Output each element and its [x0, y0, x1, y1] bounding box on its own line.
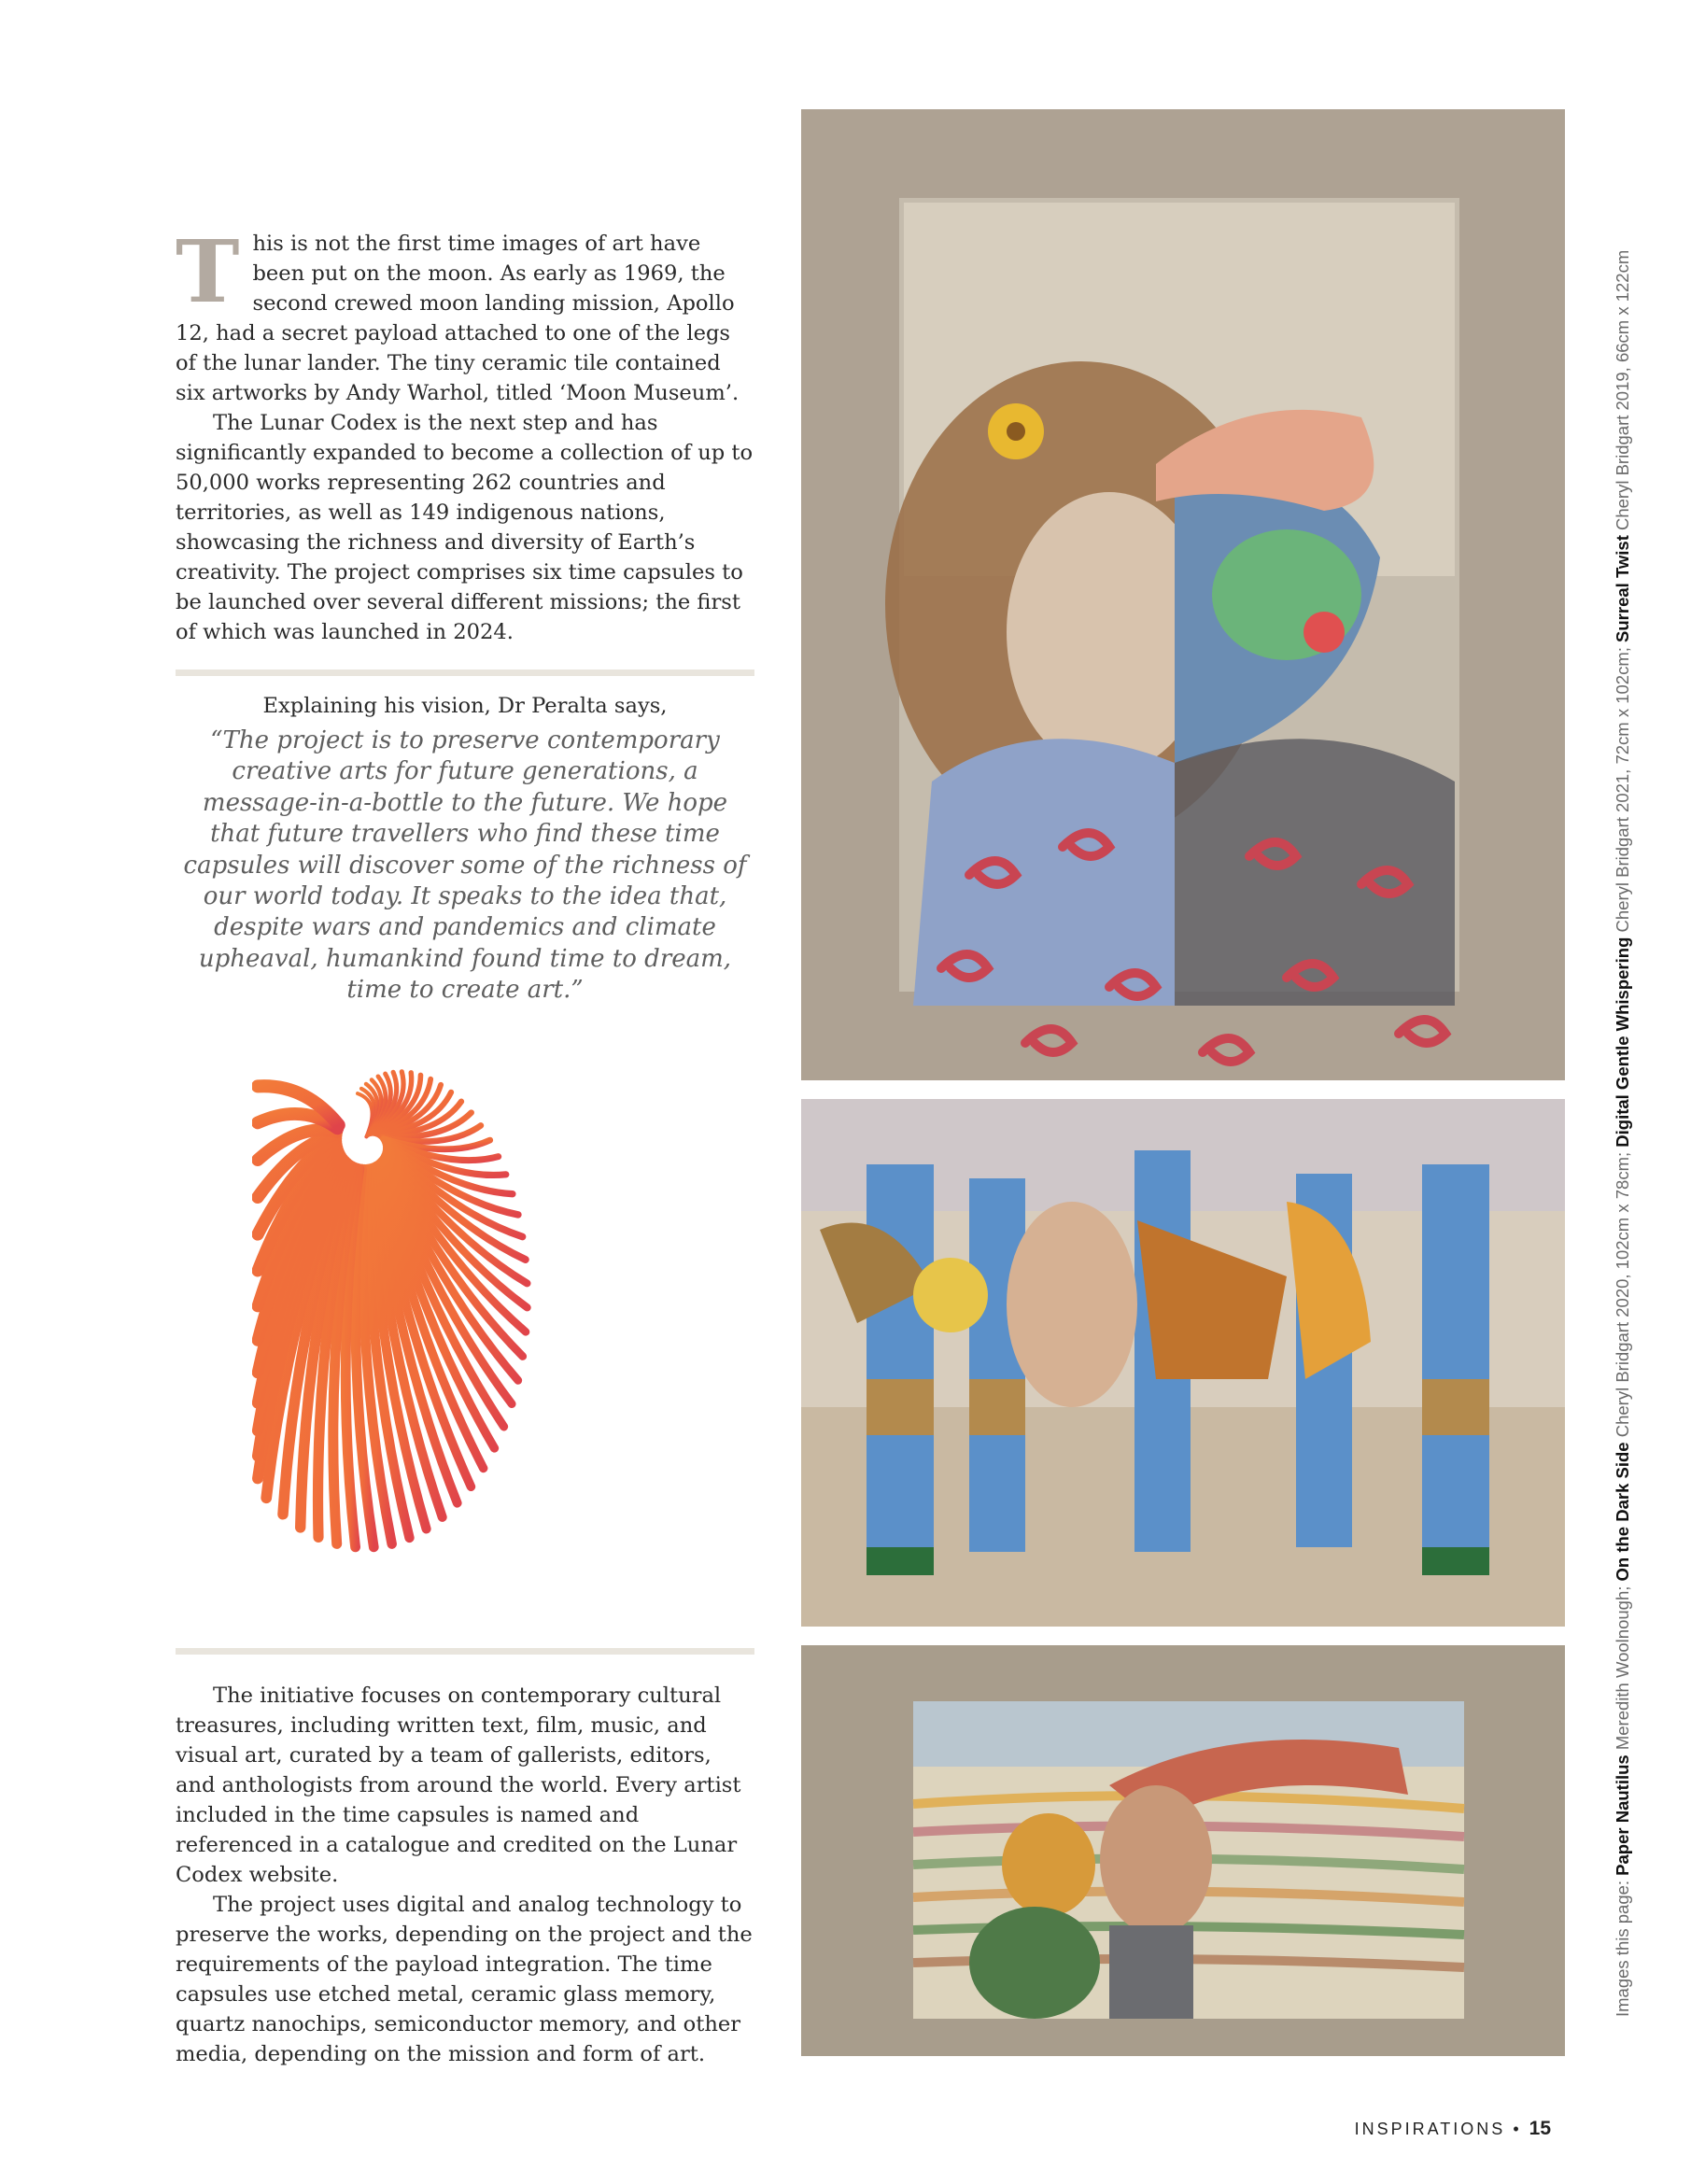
bottom-divider [176, 1648, 754, 1655]
page-number: 15 [1529, 2118, 1551, 2139]
footer-section: INSPIRATIONS [1354, 2120, 1506, 2138]
body-paragraph-2: The project uses digital and analog technology to preserve the works, depending on the project and the requirements of the payload integration. The time capsules use etched metal, ceramic glass memory, quartz nanochips, semiconductor memory, and other media, depending on the mission and form of art. [176, 1893, 753, 2066]
caption-credit-3: Cheryl Bridgart 2021, 72cm x 102cm; [1613, 641, 1632, 937]
nautilus-illustration [252, 971, 663, 1625]
page-footer [1355, 2118, 1551, 2140]
on-the-dark-side-image [801, 1099, 1565, 1627]
caption-title-2: On the Dark Side [1613, 1442, 1632, 1582]
caption-credit-1: Meredith Woolnough; [1613, 1581, 1632, 1755]
pullquote-intro: Explaining his vision, Dr Peralta says, [262, 694, 668, 718]
image-caption [1604, 149, 1642, 2017]
footer-bullet: • [1513, 2120, 1522, 2138]
caption-title-4: Surreal Twist [1613, 535, 1632, 642]
body-text [176, 1681, 754, 2069]
intro-paragraph-2: The Lunar Codex is the next step and has significantly expanded to become a collection of up to 50,000 works representing 262 countries and territories, as well as 149 indigenous nations, showcasing the richness and diversity of Earth’s creativity. The project comprises six time capsules to be launched over several different missions; the first of which was launched in 2024. [176, 411, 754, 644]
caption-title-1: Paper Nautilus [1613, 1754, 1632, 1876]
intro-paragraph-1 [176, 221, 754, 408]
caption-prefix: Images this page: [1613, 1875, 1632, 2017]
caption-title-3: Digital Gentle Whispering [1613, 937, 1632, 1148]
landscape-artwork [801, 1099, 1565, 1627]
caption-credit-4: Cheryl Bridgart 2019, 66cm x 122cm [1613, 249, 1632, 536]
body-paragraph-1: The initiative focuses on contemporary cultural treasures, including written text, film, music, and visual art, curated by a team of gallerists, editors, and anthologists from around the world. Every artist included in the time capsules is named and referenced in a catalogue and credited on the Lunar Codex website. [176, 1684, 741, 1887]
drop-cap: T [176, 221, 240, 322]
digital-gentle-whispering-image [801, 1645, 1565, 2056]
surreal-twist-image [801, 109, 1565, 1080]
image-caption-container [1604, 149, 1642, 2017]
caption-credit-2: Cheryl Bridgart 2020, 102cm x 78cm; [1613, 1147, 1632, 1443]
pullquote-text: “The project is to preserve contemporary creative arts for future generations, a message-in-a-bottle to the future. We hope that future travellers who find these time capsules will discover some of the richness of our world today. It speaks to the idea that, despite wars and pandemics and climate upheaval, humankind found time to dream, time to create art.” [183, 726, 747, 1005]
intro-text [176, 221, 754, 647]
intro-paragraph-1-text: his is not the first time images of art have been put on the moon. As early as 1969, the second crewed moon landing mission, Apollo 12, had a secret payload attached to one of the legs of the lunar lander. The tiny ceramic tile contained six artworks by Andy Warhol, titled ‘Moon Museum’. [176, 232, 740, 405]
wide-artwork [801, 1645, 1565, 2056]
portrait-artwork [801, 109, 1565, 1080]
top-divider [176, 669, 754, 676]
paper-nautilus-image [252, 971, 663, 1625]
